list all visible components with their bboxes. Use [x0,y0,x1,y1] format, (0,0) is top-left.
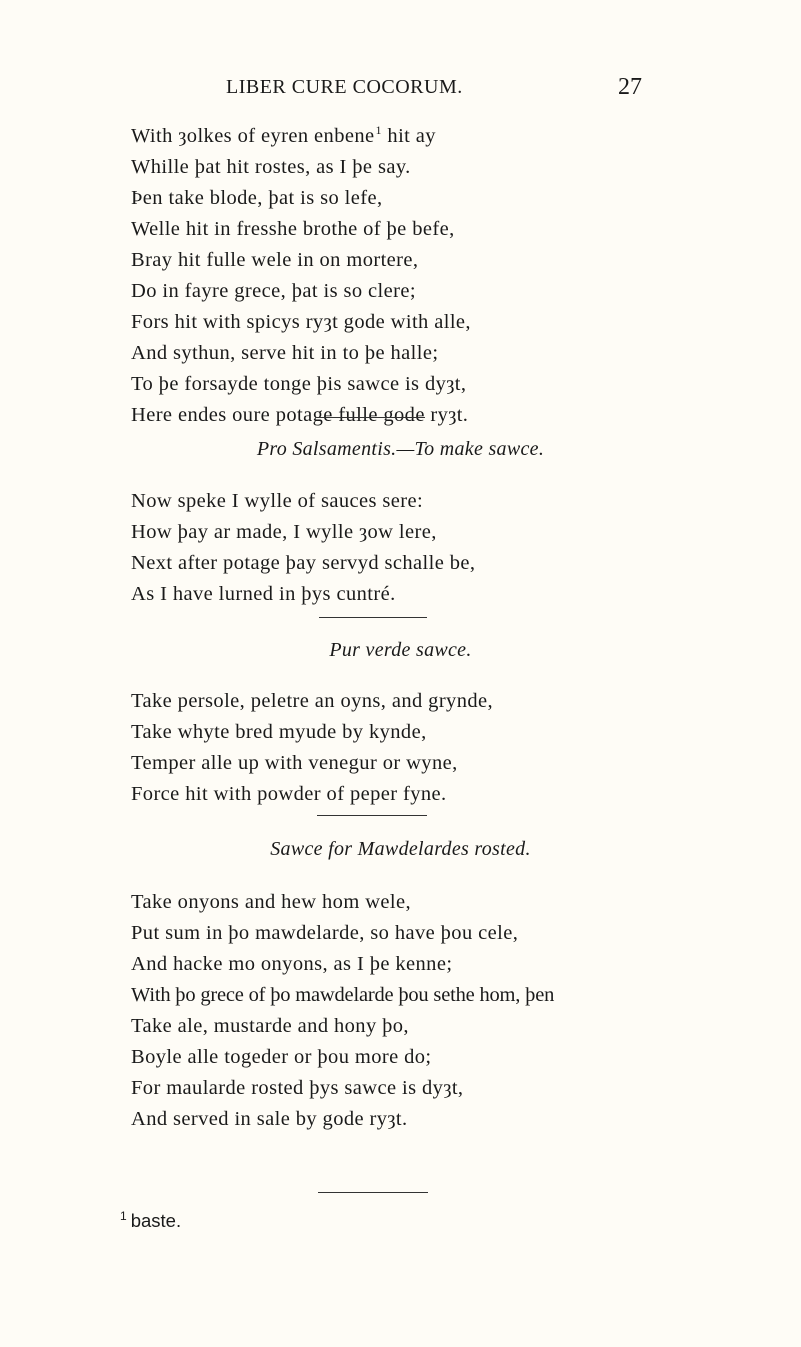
footnote-text: baste. [130,1210,182,1232]
verse-line: And hacke mo onyons, as I þe kenne; [131,953,453,975]
stanza-potage-ending [131,121,471,431]
running-title: LIBER CURE COCORUM. [226,76,463,98]
verse-line: Fors hit with spicys ryȝt gode with alle, [131,311,471,333]
section-heading-mawdelardes: Sawce for Mawdelardes rosted. [270,838,531,860]
verse-line: And sythun, serve hit in to þe halle; [131,342,439,364]
footnote-reference[interactable]: 1 [375,123,382,138]
verse-line: Take whyte bred myude by kynde, [131,721,427,743]
verse-line: Here endes oure potage fulle gode ryȝt. [131,404,469,426]
verse-line: To þe forsayde tonge þis sawce is dyȝt, [131,373,467,395]
section-heading-verde-sawce: Pur verde sawce. [329,639,472,661]
verse-line: Welle hit in fresshe brothe of þe befe, [131,218,455,240]
section-divider [319,617,427,618]
verse-line: Temper alle up with venegur or wyne, [131,752,458,774]
verse-line: Do in fayre grece, þat is so clere; [131,280,416,302]
stanza-mawdelardes [131,887,554,1135]
page-number: 27 [618,74,642,100]
verse-line: Bray hit fulle wele in on mortere, [131,249,419,271]
section-heading-pro-salsamentis: Pro Salsamentis.—To make sawce. [256,438,545,460]
verse-line: With ȝolkes of eyren enbene$^1$ hit ay [131,123,436,147]
verse-line: Take ale, mustarde and hony þo, [131,1015,409,1037]
verse-line: And served in sale by gode ryȝt. [131,1108,408,1130]
verse-line: Put sum in þo mawdelarde, so have þou cele, [131,922,519,944]
verse-line: Þen take blode, þat is so lefe, [131,187,383,209]
section-divider [318,1192,428,1193]
section-divider [317,417,425,418]
verse-line: Take persole, peletre an oyns, and grynde, [131,690,494,712]
stanza-sauces-intro [131,486,475,610]
footnote-mark: 1 [120,1209,127,1223]
verse-line: With þo grece of þo mawdelarde þou sethe hom, þen [131,984,555,1006]
verse-line: Force hit with powder of peper fyne. [131,783,447,805]
verse-line: Take onyons and hew hom wele, [131,891,412,913]
stanza-verde-sawce [131,686,493,810]
verse-line: How þay ar made, I wylle ȝow lere, [131,521,437,543]
verse-line: For maularde rosted þys sawce is dyȝt, [131,1077,464,1099]
section-divider [317,815,427,816]
page-header [0,74,801,104]
verse-line: Boyle alle togeder or þou more do; [131,1046,432,1068]
verse-line: As I have lurned in þys cuntré. [131,583,396,605]
footnote [120,1209,181,1232]
verse-line: Next after potage þay servyd schalle be, [131,552,476,574]
verse-line: Now speke I wylle of sauces sere: [131,490,424,512]
verse-line: Whille þat hit rostes, as I þe say. [131,156,411,178]
